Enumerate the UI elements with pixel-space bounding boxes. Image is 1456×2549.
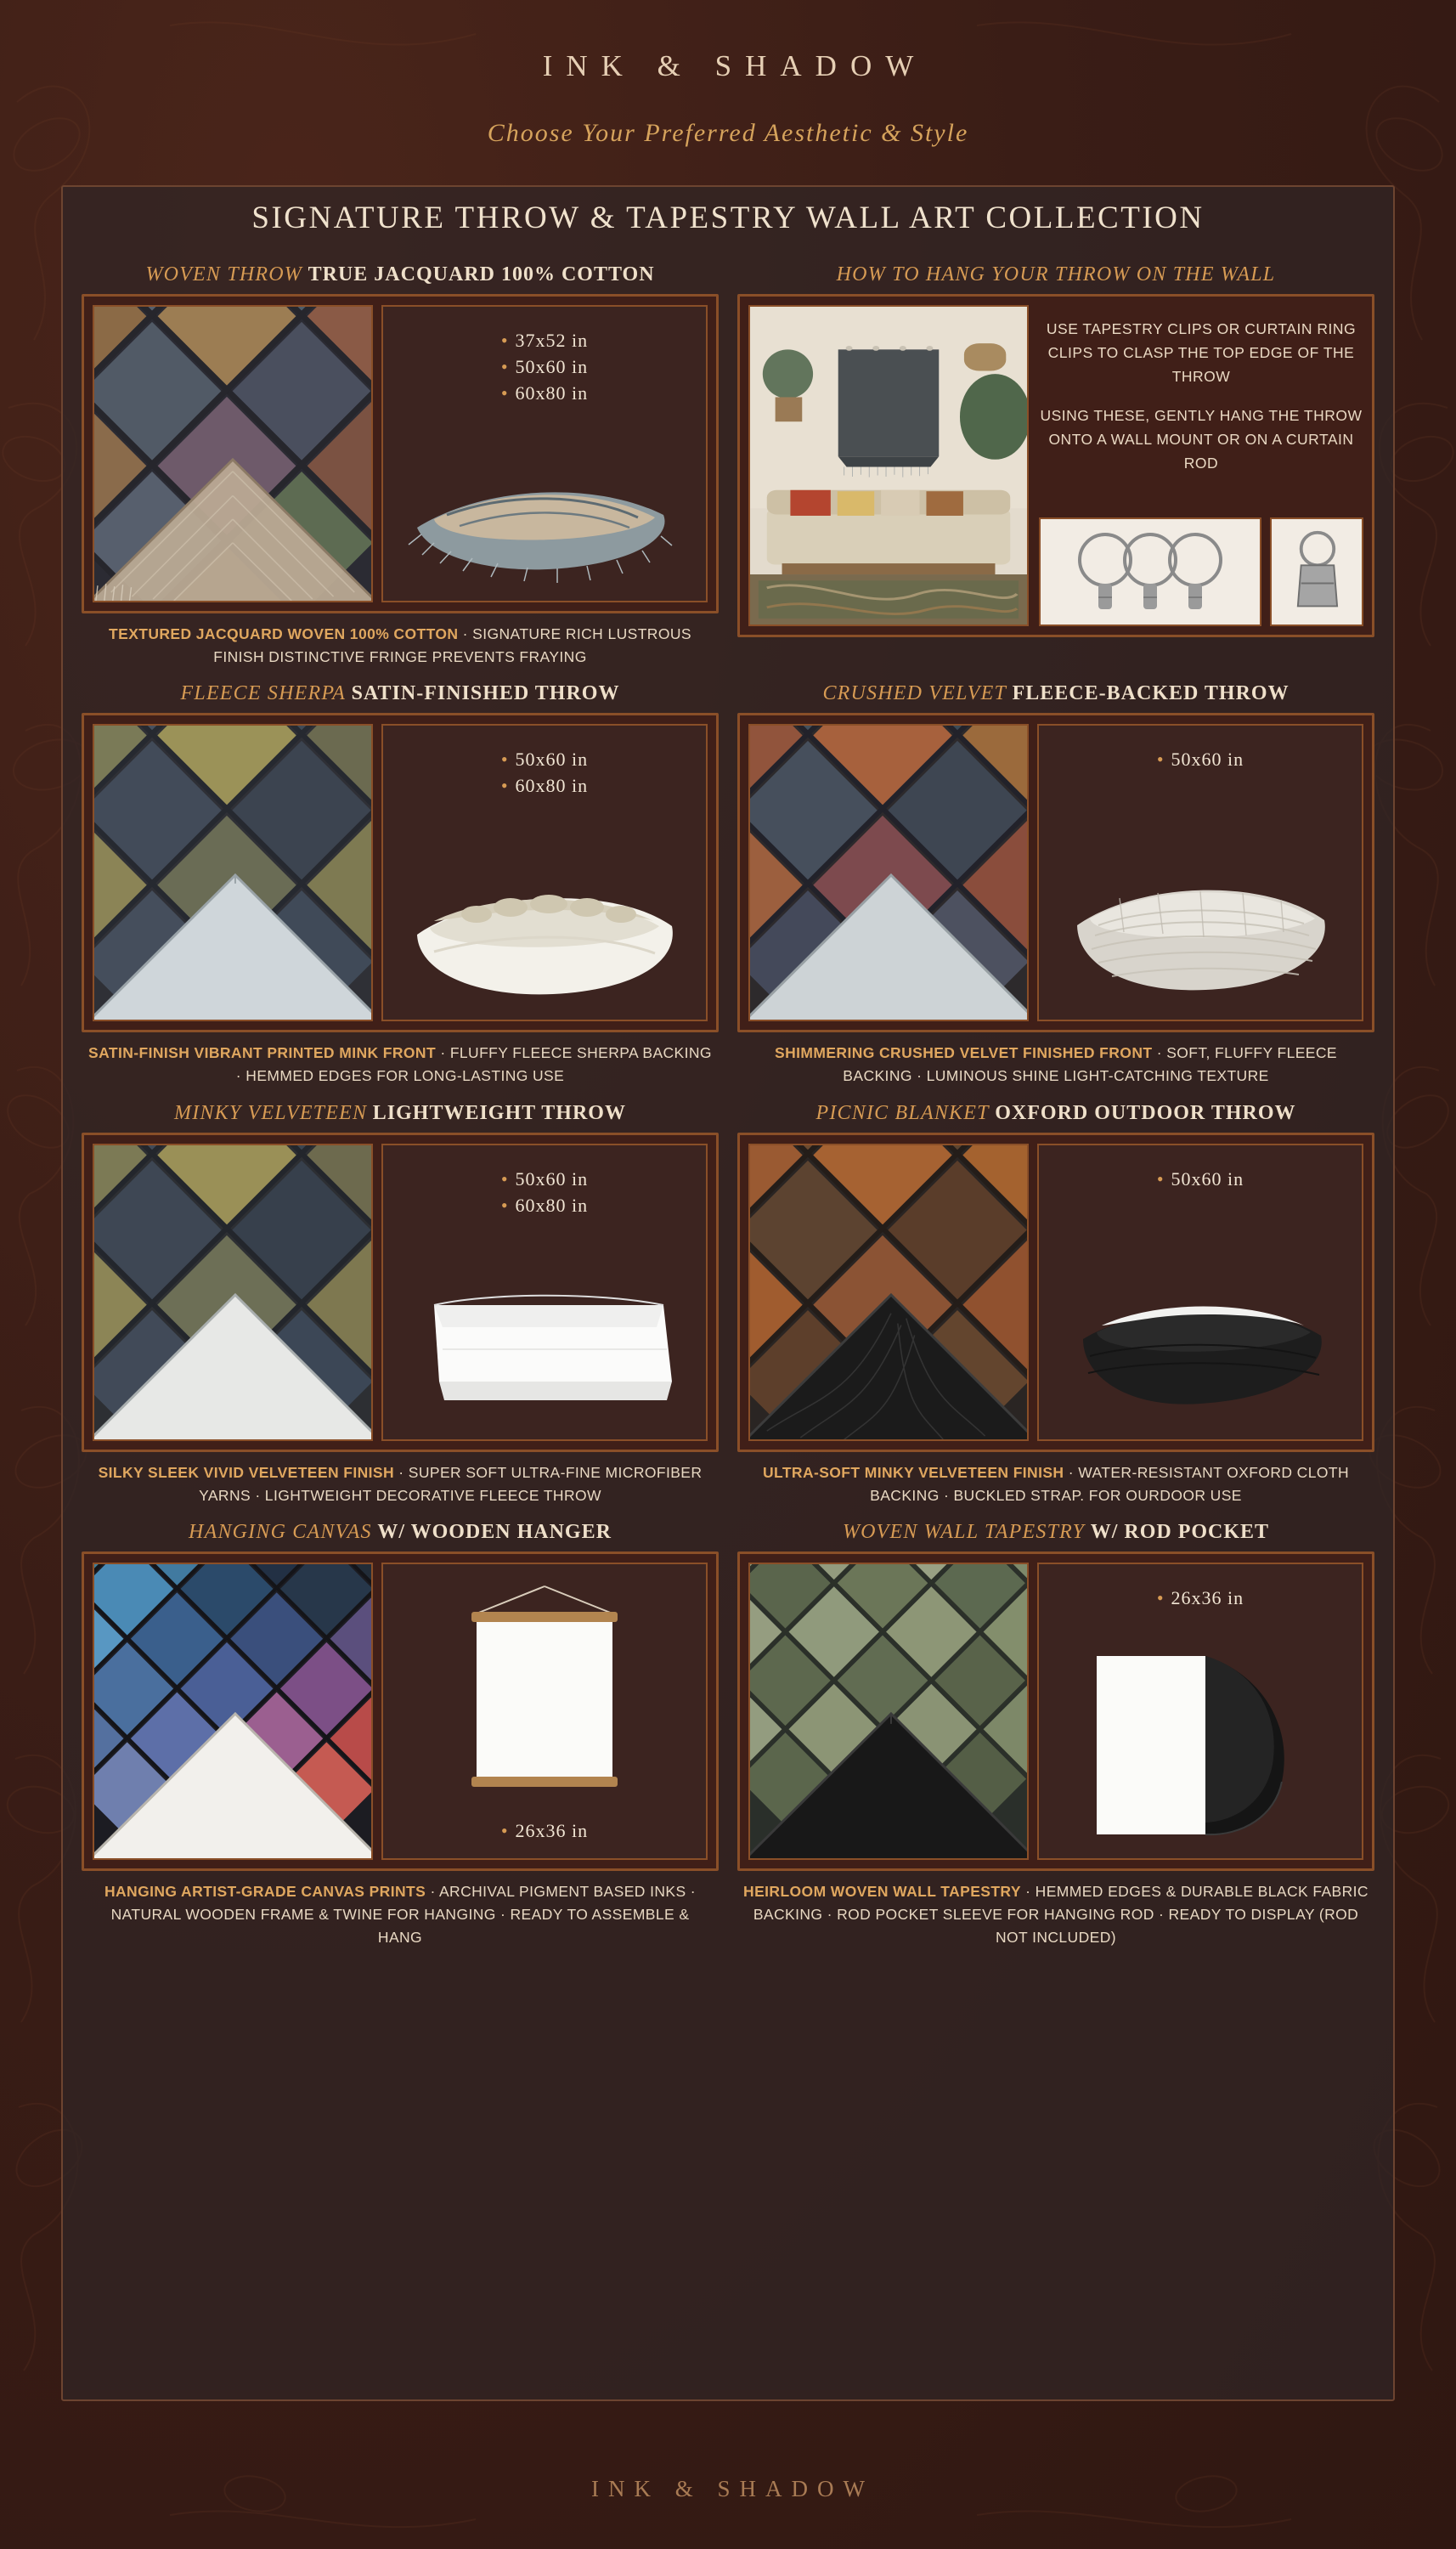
tagline: Choose Your Preferred Aesthetic & Style bbox=[487, 119, 969, 147]
size-list bbox=[383, 325, 706, 409]
folded-throw-image bbox=[383, 434, 706, 596]
hang-block bbox=[737, 294, 1374, 637]
product-images bbox=[82, 1551, 719, 1871]
product-heading-plain: TRUE JACQUARD 100% COTTON bbox=[308, 263, 655, 285]
fabric-swatch-image bbox=[748, 724, 1029, 1021]
how-to-hang-card bbox=[737, 263, 1374, 669]
footer-brand: INK & SHADOW bbox=[591, 2476, 874, 2501]
product-images bbox=[82, 713, 719, 1032]
product-images bbox=[737, 1551, 1374, 1871]
hang-instructions bbox=[1039, 305, 1363, 626]
product-heading bbox=[82, 263, 719, 286]
product-caption: HANGING ARTIST-GRADE CANVAS PRINTS · ARCHIVAL PIGMENT BASED INKS · NATURAL WOODEN FRAME & TWINE FOR HANGING · READY TO ASSEMBLE & HANG bbox=[104, 1882, 697, 1946]
hang-paragraph-2: USING THESE, GENTLY HANG THE THROW ONTO A WALL MOUNT OR ON A CURTAIN ROD bbox=[1040, 407, 1363, 472]
product-caption: SILKY SLEEK VIVID VELVETEEN FINISH · SUPER SOFT ULTRA-FINE MICROFIBER YARNS · LIGHTWEIGHT DECORATIVE FLEECE THROW bbox=[98, 1463, 703, 1504]
fabric-swatch-image bbox=[93, 724, 373, 1021]
fabric-swatch-image bbox=[748, 1144, 1029, 1441]
product-heading: FLEECE SHERPA SATIN-FINISHED THROW bbox=[180, 682, 620, 705]
size-list bbox=[1039, 1583, 1362, 1614]
product-heading: PICNIC BLANKET OXFORD OUTDOOR THROW bbox=[815, 1101, 1296, 1124]
product-sizes-panel bbox=[1037, 1144, 1363, 1441]
product-sizes-panel bbox=[381, 305, 708, 602]
product-images bbox=[82, 294, 719, 613]
product-card-hanging-canvas[interactable] bbox=[82, 1521, 719, 1949]
product-heading-emphasis: WOVEN THROW bbox=[145, 263, 302, 285]
fabric-swatch-image bbox=[93, 1144, 373, 1441]
product-grid bbox=[82, 263, 1374, 1963]
hang-heading: HOW TO HANG YOUR THROW ON THE WALL bbox=[836, 263, 1276, 285]
fabric-swatch-image bbox=[748, 1563, 1029, 1860]
product-row-4 bbox=[82, 1521, 1374, 1949]
product-sizes-panel bbox=[1037, 724, 1363, 1021]
size-list bbox=[383, 744, 706, 801]
size-list bbox=[1039, 744, 1362, 775]
size-option: • 26x36 in bbox=[1156, 1586, 1244, 1608]
product-heading: WOVEN WALL TAPESTRY W/ ROD POCKET bbox=[842, 1520, 1270, 1543]
folded-blanket-image bbox=[1039, 1247, 1362, 1426]
product-sizes-panel bbox=[381, 724, 708, 1021]
product-caption: SATIN-FINISH VIBRANT PRINTED MINK FRONT · FLUFFY FLEECE SHERPA BACKING · HEMMED EDGES FOR LONG-LASTING USE bbox=[88, 1044, 712, 1085]
product-caption: HEIRLOOM WOVEN WALL TAPESTRY · HEMMED EDGES & DURABLE BLACK FABRIC BACKING · ROD POCKET SLEEVE FOR HANGING ROD · READY TO DISPLAY (ROD NOT INCLUDED) bbox=[743, 1882, 1369, 1946]
product-heading: CRUSHED VELVET FLEECE-BACKED THROW bbox=[822, 682, 1290, 705]
size-option: • 50x60 in bbox=[1156, 749, 1244, 771]
size-option: • 50x60 in bbox=[500, 356, 589, 377]
size-list bbox=[383, 1164, 706, 1221]
hang-paragraph-1: USE TAPESTRY CLIPS OR CURTAIN RING CLIPS TO CLASP THE TOP EDGE OF THE THROW bbox=[1046, 320, 1357, 385]
folded-throw-image bbox=[383, 833, 706, 1011]
fabric-swatch-image bbox=[93, 1563, 373, 1860]
size-option: • 60x80 in bbox=[500, 775, 589, 797]
product-row-2 bbox=[82, 682, 1374, 1088]
product-images bbox=[737, 713, 1374, 1032]
product-card-minky-velveteen[interactable] bbox=[82, 1102, 719, 1507]
product-row-3 bbox=[82, 1102, 1374, 1507]
product-sizes-panel bbox=[1037, 1563, 1363, 1860]
product-caption: TEXTURED JACQUARD WOVEN 100% COTTON · SIGNATURE RICH LUSTROUS FINISH DISTINCTIVE FRINGE PREVENTS FRAYING bbox=[109, 625, 691, 666]
product-card-picnic-blanket[interactable] bbox=[737, 1102, 1374, 1507]
size-list bbox=[1039, 1164, 1362, 1195]
hang-text bbox=[1039, 305, 1363, 517]
product-sizes-panel bbox=[381, 1144, 708, 1441]
product-card-fleece-sherpa[interactable] bbox=[82, 682, 719, 1088]
folded-throw-image bbox=[383, 1254, 706, 1424]
product-row-1 bbox=[82, 263, 1374, 669]
fabric-swatch-image bbox=[93, 305, 373, 602]
tapestry-ring-clips-icon bbox=[1039, 517, 1261, 626]
size-list bbox=[383, 1816, 706, 1846]
product-card-woven-wall-tapestry[interactable] bbox=[737, 1521, 1374, 1949]
hanging-canvas-image bbox=[383, 1578, 706, 1811]
brand-title: INK & SHADOW bbox=[542, 49, 928, 82]
size-option: • 26x36 in bbox=[500, 1819, 589, 1841]
size-option: • 60x80 in bbox=[500, 1194, 589, 1216]
size-option: • 37x52 in bbox=[500, 330, 589, 351]
folded-throw-image bbox=[1039, 825, 1362, 1008]
size-option: • 50x60 in bbox=[500, 749, 589, 771]
product-heading: HANGING CANVAS W/ WOODEN HANGER bbox=[189, 1520, 612, 1543]
room-scene-photo bbox=[748, 305, 1029, 626]
size-option: • 50x60 in bbox=[500, 1167, 589, 1190]
product-sizes-panel bbox=[381, 1563, 708, 1860]
collection-title: SIGNATURE THROW & TAPESTRY WALL ART COLLECTION bbox=[251, 201, 1205, 235]
product-card-woven-throw[interactable] bbox=[82, 263, 719, 669]
product-images bbox=[737, 1133, 1374, 1452]
size-option: • 60x80 in bbox=[500, 382, 589, 404]
product-caption: SHIMMERING CRUSHED VELVET FINISHED FRONT · SOFT, FLUFFY FLEECE BACKING · LUMINOUS SHINE LIGHT-CATCHING TEXTURE bbox=[775, 1044, 1337, 1085]
tapestry-backing-image bbox=[1039, 1639, 1362, 1851]
curtain-clip-icon bbox=[1270, 517, 1363, 626]
hang-icons bbox=[1039, 517, 1363, 626]
product-caption: ULTRA-SOFT MINKY VELVETEEN FINISH · WATER-RESISTANT OXFORD CLOTH BACKING · BUCKLED STRAP. FOR OURDOOR USE bbox=[763, 1463, 1349, 1504]
product-heading: MINKY VELVETEEN LIGHTWEIGHT THROW bbox=[174, 1101, 626, 1124]
product-images bbox=[82, 1133, 719, 1452]
product-card-crushed-velvet[interactable] bbox=[737, 682, 1374, 1088]
size-option: • 50x60 in bbox=[1156, 1167, 1244, 1190]
